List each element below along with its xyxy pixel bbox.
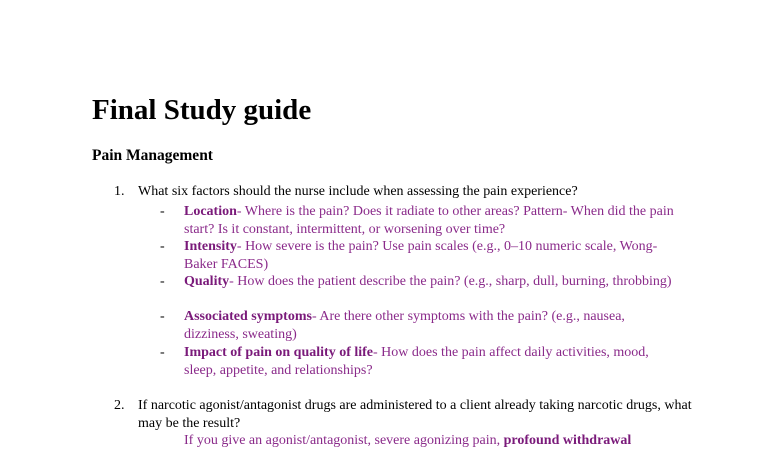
item-term: Quality [184,274,230,289]
item-term: profound withdrawal [503,433,632,448]
question-number: 1. [114,184,125,199]
document-title: Final Study guide [92,94,312,126]
section-heading: Pain Management [92,147,213,164]
question-text: If narcotic agonist/antagonist drugs are administered to a client already taking narcotic drugs, what may be the result? [138,398,692,431]
list-item [160,273,680,291]
item-term: Associated symptoms [184,309,312,324]
bullet-dash: - [160,309,165,324]
list-item [160,344,680,379]
item-description: - Where is the pain? Does it radiate to other areas? Pattern- When did the pain start? Is it constant, intermittent, or worsening over time? [184,204,674,237]
item-term: Impact of pain on quality of life [184,345,374,360]
item-term: Location [184,204,237,219]
list-item [160,238,680,273]
item-description: - How severe is the pain? Use pain scales (e.g., 0–10 numeric scale, Wong-Baker FACES) [184,239,658,272]
bullet-dash: - [160,274,165,289]
question-number: 2. [114,398,125,413]
list-item [160,308,680,343]
bullet-dash: - [160,204,165,219]
item-description: - How does the patient describe the pain? (e.g., sharp, dull, burning, throbbing) [229,274,672,289]
question-2 [114,397,694,432]
bullet-dash: - [160,239,165,254]
bullet-dash: - [160,345,165,360]
item-term: Intensity [184,239,237,254]
item-description: - Are there other symptoms with the pain? (e.g., nausea, dizziness, sweating) [184,309,625,342]
list-item [160,203,680,238]
item-description: - How does the pain affect daily activities, mood, sleep, appetite, and relationships? [184,345,649,378]
question-text: What six factors should the nurse include when assessing the pain experience? [138,184,578,199]
item-description: If you give an agonist/antagonist, severe agonizing pain, [184,433,504,448]
question-1 [114,183,694,201]
